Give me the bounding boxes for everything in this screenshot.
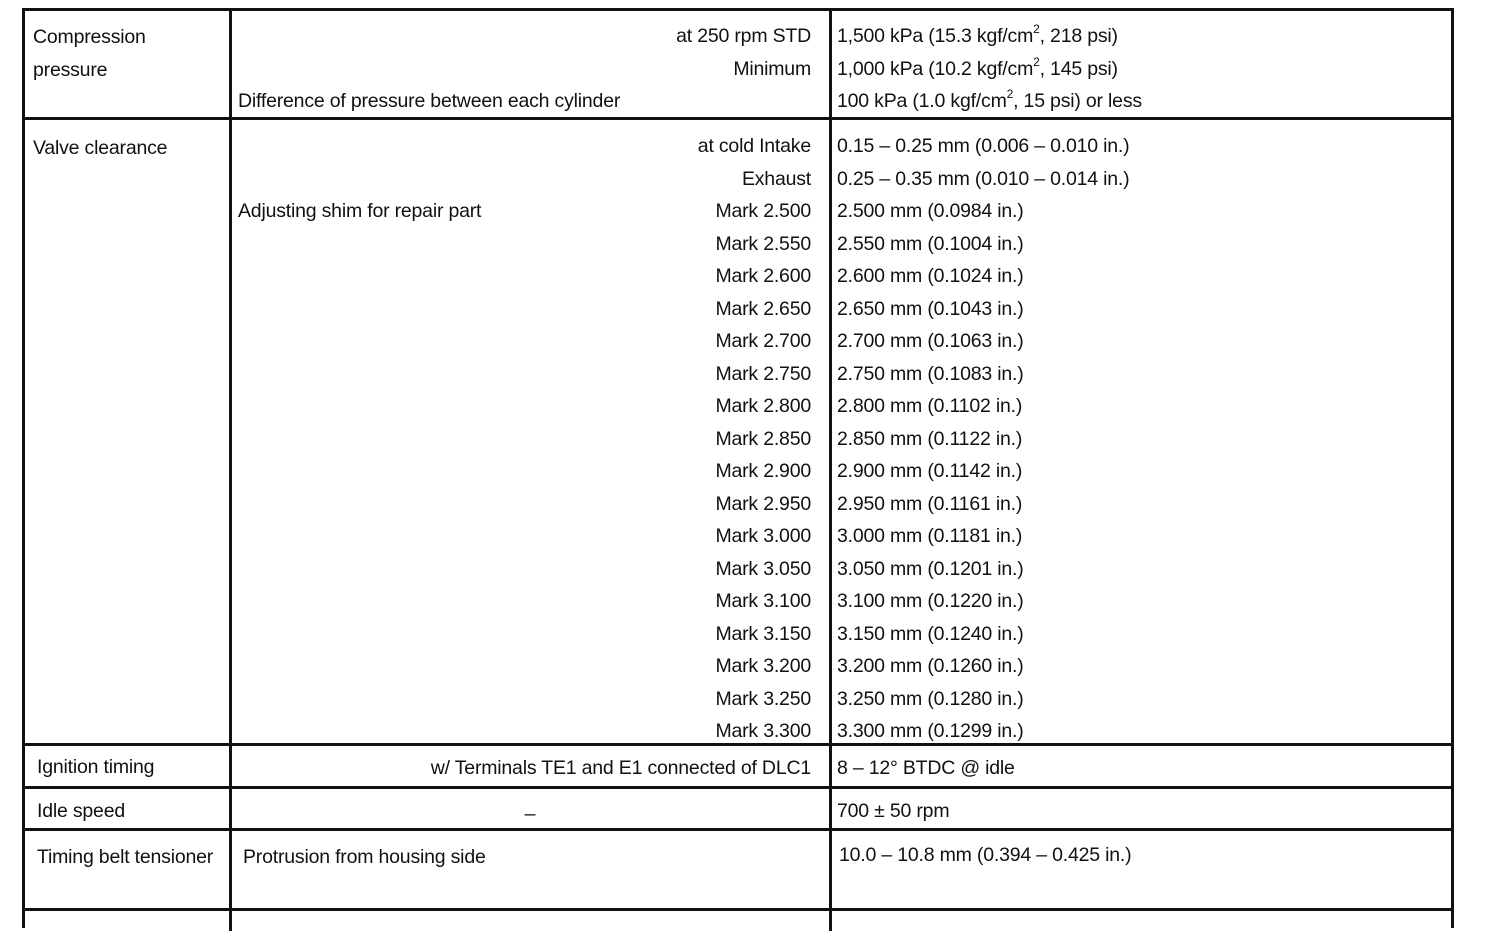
shim-mark: Mark 3.000 bbox=[715, 525, 811, 547]
shim-mark: Mark 3.250 bbox=[715, 688, 811, 710]
shim-value: 3.200 mm (0.1260 in.) bbox=[837, 655, 1024, 677]
shim-mark: Mark 2.850 bbox=[715, 428, 811, 450]
row-idle-speed bbox=[25, 789, 1451, 831]
shim-mark: Mark 2.600 bbox=[715, 265, 811, 287]
shim-value: 2.800 mm (0.1102 in.) bbox=[837, 395, 1023, 417]
shim-value: 2.900 mm (0.1142 in.) bbox=[837, 460, 1023, 482]
shim-mark: Mark 2.650 bbox=[715, 298, 811, 320]
shim-mark: Mark 2.700 bbox=[715, 330, 811, 352]
shim-value: 2.600 mm (0.1024 in.) bbox=[837, 265, 1024, 287]
condition-label: – bbox=[524, 803, 536, 825]
shim-value: 3.000 mm (0.1181 in.) bbox=[837, 525, 1023, 547]
condition-label: at 250 rpm STD bbox=[676, 25, 811, 47]
shim-value: 2.500 mm (0.0984 in.) bbox=[837, 200, 1024, 222]
item-label: Compression pressure bbox=[33, 26, 146, 81]
shim-value: 3.150 mm (0.1240 in.) bbox=[837, 623, 1024, 645]
shim-value: 2.550 mm (0.1004 in.) bbox=[837, 233, 1024, 255]
shim-mark: Mark 2.800 bbox=[715, 395, 811, 417]
item-label: Timing belt tensioner bbox=[37, 846, 214, 868]
shim-value: 3.100 mm (0.1220 in.) bbox=[837, 590, 1024, 612]
spec-value: 1,000 kPa (10.2 kgf/$cm^2$, 145 psi) bbox=[837, 54, 1118, 80]
row-timing-belt-tensioner bbox=[25, 831, 1451, 911]
condition-label: w/ Terminals TE1 and E1 connected of DLC1 bbox=[430, 757, 811, 779]
item-label: Valve clearance bbox=[33, 137, 168, 159]
spec-value: 8 – 12° BTDC @ idle bbox=[837, 757, 1015, 779]
condition-label: Minimum bbox=[733, 58, 811, 80]
shim-value: 2.850 mm (0.1122 in.) bbox=[837, 428, 1023, 450]
condition-label: at cold Intake bbox=[697, 135, 811, 157]
row-next-partial bbox=[25, 911, 1451, 931]
service-spec-table bbox=[22, 8, 1454, 928]
row-ignition-timing bbox=[25, 746, 1451, 789]
condition-label: Exhaust bbox=[741, 168, 811, 190]
spec-value: 100 kPa (1.0 kgf/$cm^2$, 15 psi) or less bbox=[837, 86, 1142, 112]
spec-value: 10.0 – 10.8 mm (0.394 – 0.425 in.) bbox=[839, 844, 1132, 866]
item-label: Ignition timing bbox=[37, 756, 155, 778]
shim-mark: Mark 3.300 bbox=[715, 720, 811, 742]
shim-label: Adjusting shim for repair part bbox=[238, 200, 482, 222]
spec-value: 0.15 – 0.25 mm (0.006 – 0.010 in.) bbox=[837, 135, 1130, 157]
shim-value: 2.700 mm (0.1063 in.) bbox=[837, 330, 1024, 352]
shim-value: 3.250 mm (0.1280 in.) bbox=[837, 688, 1024, 710]
condition-label: Protrusion from housing side bbox=[243, 846, 486, 868]
shim-mark: Mark 2.750 bbox=[715, 363, 811, 385]
shim-value: 3.300 mm (0.1299 in.) bbox=[837, 720, 1024, 742]
shim-value: 2.750 mm (0.1083 in.) bbox=[837, 363, 1024, 385]
row-compression-pressure bbox=[25, 11, 1451, 120]
shim-mark: Mark 2.950 bbox=[715, 493, 811, 515]
shim-value: 2.650 mm (0.1043 in.) bbox=[837, 298, 1024, 320]
shim-mark: Mark 2.500 bbox=[715, 200, 811, 222]
shim-mark: Mark 2.550 bbox=[715, 233, 811, 255]
shim-mark: Mark 3.100 bbox=[715, 590, 811, 612]
shim-value: 3.050 mm (0.1201 in.) bbox=[837, 558, 1024, 580]
spec-value: 700 ± 50 rpm bbox=[837, 800, 950, 822]
shim-mark: Mark 2.900 bbox=[715, 460, 811, 482]
item-label: Idle speed bbox=[37, 800, 125, 822]
row-valve-clearance bbox=[25, 120, 1451, 746]
spec-value: 0.25 – 0.35 mm (0.010 – 0.014 in.) bbox=[837, 168, 1130, 190]
spec-value: 1,500 kPa (15.3 kgf/$cm^2$, 218 psi) bbox=[837, 21, 1118, 47]
shim-mark: Mark 3.150 bbox=[715, 623, 811, 645]
shim-mark: Mark 3.050 bbox=[715, 558, 811, 580]
shim-value: 2.950 mm (0.1161 in.) bbox=[837, 493, 1023, 515]
condition-label: Difference of pressure between each cylinder bbox=[238, 90, 621, 112]
shim-mark: Mark 3.200 bbox=[715, 655, 811, 677]
